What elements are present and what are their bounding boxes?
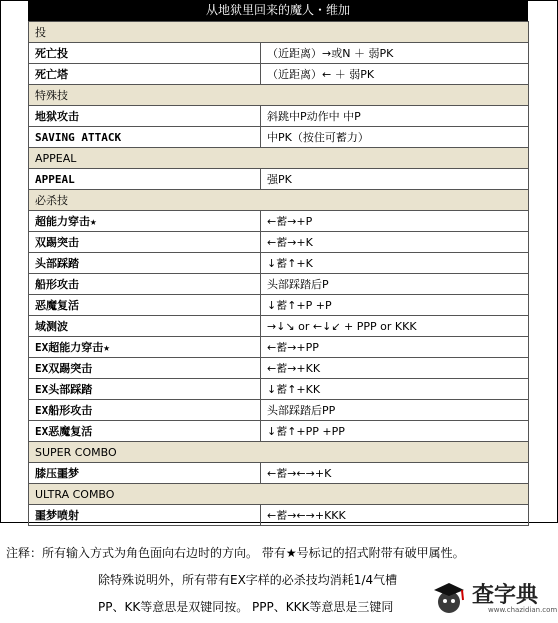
move-row xyxy=(29,106,529,127)
move-row xyxy=(29,127,529,148)
section-label: APPEAL xyxy=(29,148,529,169)
section-label: 投 xyxy=(29,22,529,43)
section-row xyxy=(29,148,529,169)
move-name: 地狱攻击 xyxy=(29,106,261,127)
move-row xyxy=(29,337,529,358)
section-row xyxy=(29,85,529,106)
move-command: ←蓄→+P xyxy=(261,211,529,232)
move-name: 域测波 xyxy=(29,316,261,337)
note-line: 除特殊说明外，所有带有EX字样的必杀技均消耗1/4气槽 xyxy=(98,573,398,587)
move-name: 超能力穿击★ xyxy=(29,211,261,232)
move-name: 双踢突击 xyxy=(29,232,261,253)
section-label: 特殊技 xyxy=(29,85,529,106)
section-row xyxy=(29,190,529,211)
move-row xyxy=(29,505,529,526)
section-label: 必杀技 xyxy=(29,190,529,211)
move-name: 船形攻击 xyxy=(29,274,261,295)
move-row xyxy=(29,421,529,442)
site-logo xyxy=(426,576,558,622)
move-row xyxy=(29,358,529,379)
move-name: SAVING ATTACK xyxy=(29,127,261,148)
move-row xyxy=(29,64,529,85)
move-name: 噩梦喷射 xyxy=(29,505,261,526)
graduation-cap-icon xyxy=(432,580,466,616)
move-command: （近距离）→或N ＋ 弱PK xyxy=(261,43,529,64)
move-row xyxy=(29,295,529,316)
move-command: 斜跳中P动作中 中P xyxy=(261,106,529,127)
note-line: PP、KK等意思是双键同按。 PPP、KKK等意思是三键同 xyxy=(98,600,394,614)
move-name: 死亡投 xyxy=(29,43,261,64)
move-command: 头部踩踏后P xyxy=(261,274,529,295)
move-command: ←蓄→←→+K xyxy=(261,463,529,484)
section-label: SUPER COMBO xyxy=(29,442,529,463)
note-line: 注释：所有输入方式为角色面向右边时的方向。 带有★号标记的招式附带有破甲属性。 xyxy=(6,546,465,560)
section-row xyxy=(29,484,529,505)
logo-brand: 查字典 xyxy=(472,583,539,608)
page-title: 从地狱里回来的魔人・维加 xyxy=(28,0,528,21)
move-row xyxy=(29,400,529,421)
move-name: EX双踢突击 xyxy=(29,358,261,379)
move-command: ←蓄→+PP xyxy=(261,337,529,358)
move-name: 死亡塔 xyxy=(29,64,261,85)
move-command: ↓蓄↑+KK xyxy=(261,379,529,400)
move-command: ←蓄→+K xyxy=(261,232,529,253)
move-row xyxy=(29,379,529,400)
move-row xyxy=(29,253,529,274)
move-command: （近距离）← ＋ 弱PK xyxy=(261,64,529,85)
move-name: EX超能力穿击★ xyxy=(29,337,261,358)
move-command: 强PK xyxy=(261,169,529,190)
move-name: 恶魔复活 xyxy=(29,295,261,316)
move-row xyxy=(29,169,529,190)
move-name: 膝压噩梦 xyxy=(29,463,261,484)
move-command: ↓蓄↑+P +P xyxy=(261,295,529,316)
move-command: ←蓄→←→+KKK xyxy=(261,505,529,526)
move-name: EX船形攻击 xyxy=(29,400,261,421)
move-row xyxy=(29,232,529,253)
move-command: ←蓄→+KK xyxy=(261,358,529,379)
move-command: 头部踩踏后PP xyxy=(261,400,529,421)
move-list-table xyxy=(28,21,529,526)
move-row xyxy=(29,211,529,232)
move-name: EX头部踩踏 xyxy=(29,379,261,400)
section-row xyxy=(29,22,529,43)
move-command: ↓蓄↑+K xyxy=(261,253,529,274)
section-row xyxy=(29,442,529,463)
move-row xyxy=(29,463,529,484)
move-name: 头部踩踏 xyxy=(29,253,261,274)
section-label: ULTRA COMBO xyxy=(29,484,529,505)
move-name: APPEAL xyxy=(29,169,261,190)
move-row xyxy=(29,43,529,64)
move-name: EX恶魔复活 xyxy=(29,421,261,442)
move-row xyxy=(29,274,529,295)
move-command: 中PK（按住可蓄力） xyxy=(261,127,529,148)
logo-url: www.chazidian.com xyxy=(488,606,558,614)
move-command: ↓蓄↑+PP +PP xyxy=(261,421,529,442)
move-command: →↓↘ or ←↓↙ + PPP or KKK xyxy=(261,316,529,337)
move-row xyxy=(29,316,529,337)
